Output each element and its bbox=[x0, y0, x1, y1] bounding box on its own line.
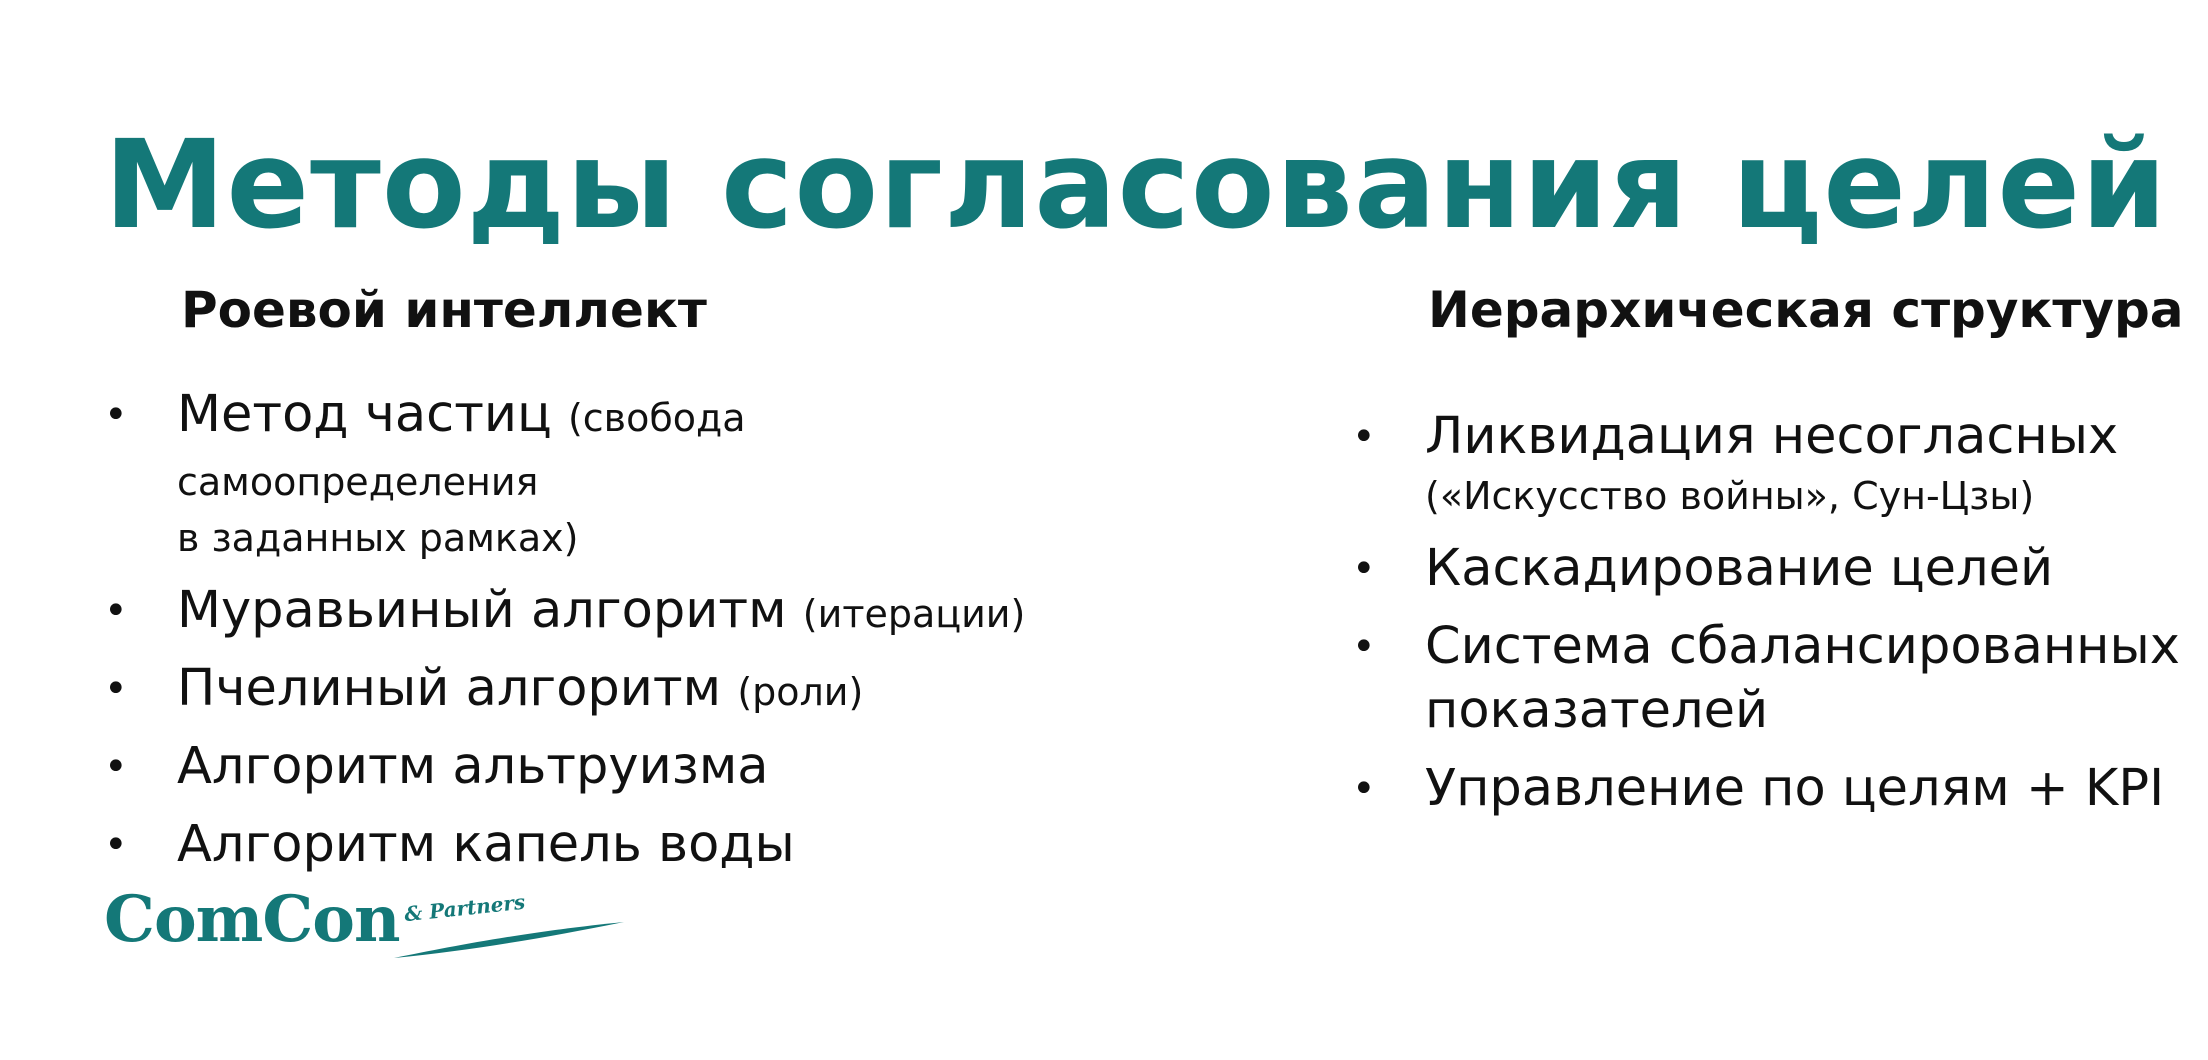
item-main-text: Управление по целям + KPI bbox=[1425, 759, 2165, 818]
list-item-eliminate-dissenters bbox=[1352, 405, 2202, 523]
left-bullet-list bbox=[104, 383, 1104, 891]
right-bullet-list bbox=[1352, 405, 2202, 835]
bullet-icon: • bbox=[104, 392, 128, 438]
item-main-text: Ликвидация несогласных bbox=[1425, 407, 2119, 466]
list-item-mbo-kpi bbox=[1352, 757, 2202, 821]
comcon-logo bbox=[104, 880, 534, 960]
bullet-icon: • bbox=[104, 822, 128, 868]
bullet-icon: • bbox=[1352, 414, 1376, 460]
item-main-text: Система сбалансированных bbox=[1425, 617, 2180, 676]
item-main-text: Метод частиц bbox=[177, 385, 568, 444]
logo-wordmark: ComCon bbox=[104, 882, 400, 957]
item-main-text-line2: показателей bbox=[1425, 681, 1769, 740]
bullet-icon: • bbox=[1352, 546, 1376, 592]
list-item-bee-algorithm bbox=[104, 657, 1104, 721]
item-note-line2: («Искусство войны», Сун-Цзы) bbox=[1425, 474, 2035, 518]
item-main-text: Пчелиный алгоритм bbox=[177, 659, 738, 718]
list-item-particle-method bbox=[104, 383, 1104, 565]
bullet-icon: • bbox=[104, 744, 128, 790]
list-item-balanced-scorecard bbox=[1352, 615, 2202, 743]
item-main-text: Алгоритм альтруизма bbox=[177, 737, 769, 796]
item-note: (роли) bbox=[737, 670, 864, 714]
left-column-heading: Роевой интеллект bbox=[181, 281, 707, 339]
item-main-text: Алгоритм капель воды bbox=[177, 815, 795, 874]
item-note: (свобода самоопределения bbox=[177, 396, 746, 504]
list-item-goal-cascading bbox=[1352, 537, 2202, 601]
list-item-altruism-algorithm bbox=[104, 735, 1104, 799]
list-item-water-drops-algorithm bbox=[104, 813, 1104, 877]
bullet-icon: • bbox=[1352, 624, 1376, 670]
bullet-icon: • bbox=[104, 588, 128, 634]
slide-title: Методы согласования целей bbox=[104, 113, 2168, 256]
item-note-line2: в заданных рамках) bbox=[177, 516, 579, 560]
item-main-text: Каскадирование целей bbox=[1425, 539, 2054, 598]
item-main-text: Муравьиный алгоритм bbox=[177, 581, 803, 640]
item-note: (итерации) bbox=[802, 592, 1026, 636]
bullet-icon: • bbox=[1352, 766, 1376, 812]
right-column-heading: Иерархическая структура bbox=[1428, 281, 2184, 339]
list-item-ant-algorithm bbox=[104, 579, 1104, 643]
logo-partners-text: & Partners bbox=[403, 889, 527, 927]
bullet-icon: • bbox=[104, 666, 128, 712]
